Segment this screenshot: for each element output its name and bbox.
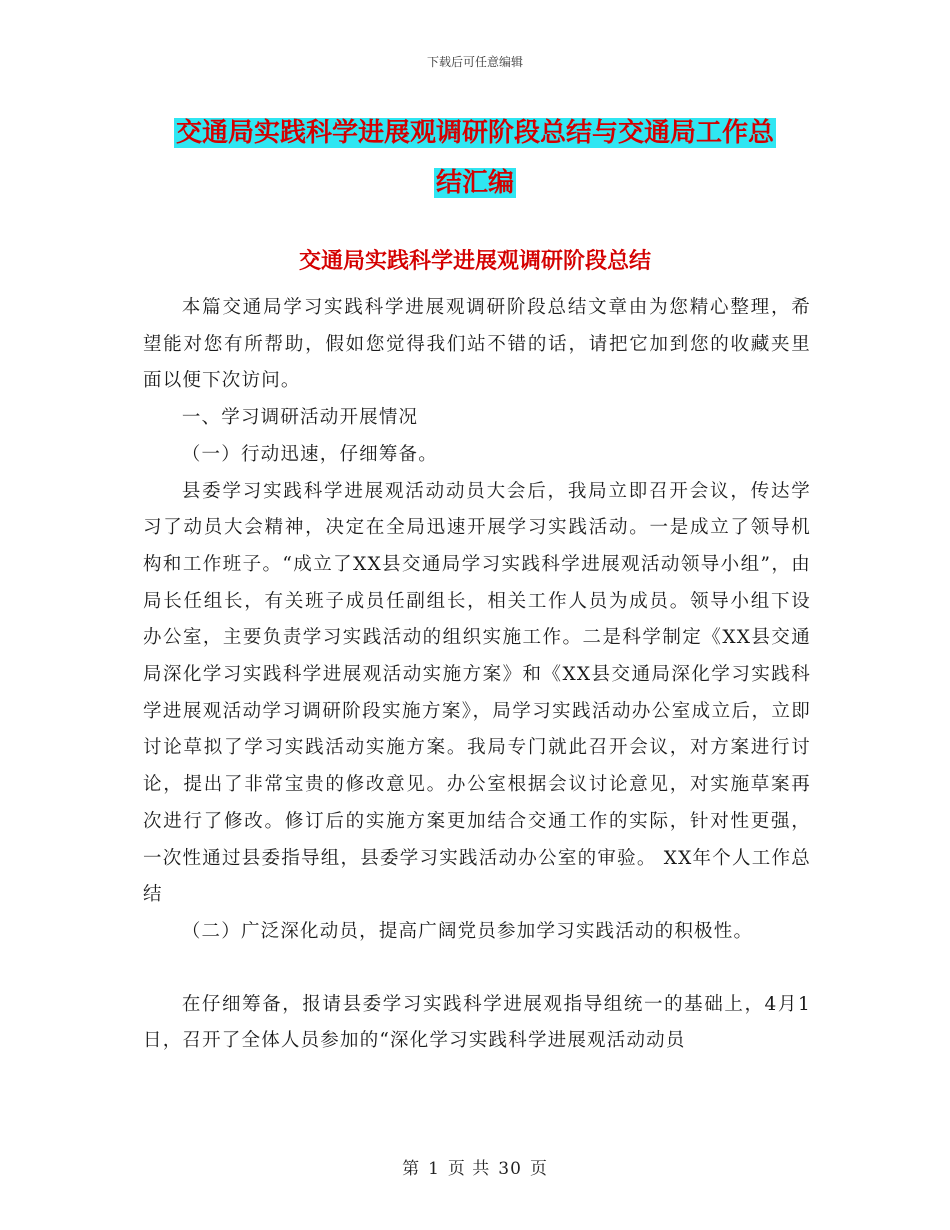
title-line-2: 结汇编 [435, 168, 514, 198]
heading-one: 一、学习调研活动开展情况 [181, 407, 419, 429]
footer-suffix: 页 [529, 1159, 548, 1179]
footer-prefix: 第 [402, 1159, 421, 1179]
document-body [143, 290, 811, 1060]
section-title: 交通局实践科学进展观调研阶段总结 [298, 249, 651, 274]
page-footer [0, 1154, 950, 1179]
document-title [140, 108, 810, 208]
title-line-1: 交通局实践科学进展观调研阶段总结与交通局工作总 [175, 118, 774, 148]
paragraph-preparation: 县委学习实践科学进展观活动动员大会后，我局立即召开会议，传达学习了动员大会精神，决定在全局迅速开展学习实践活动。一是成立了领导机构和工作班子。“成立了XX县交通局学习实践科学进展观活动领导小组”，由局长任组长，有关班子成员任副组长，相关工作人员为成员。领导小组下设办公室，主要负责学习实践活动的组织实施工作。二是科学制定《XX县交通局深化学习实践科学进展观活动实施方案》和《XX县交通局深化学习实践科学进展观活动学习调研阶段实施方案》，局学习实践活动办公室成立后，立即讨论草拟了学习实践活动实施方案。我局专门就此召开会议，对方案进行讨论，提出了非常宝贵的修改意见。办公室根据会议讨论意见，对实施草案再次进行了修改。修订后的实施方案更加结合交通工作的实际，针对性更强，一次性通过县委指导组，县委学习实践活动办公室的审验。 XX年个人工作总结 [143, 480, 811, 906]
paragraph-mobilization: 在仔细筹备，报请县委学习实践科学进展观指导组统一的基础上，4月1日，召开了全体人员参加的“深化学习实践科学进展观活动动员 [143, 993, 811, 1052]
subheading-two: （二）广泛深化动员，提高广阔党员参加学习实践活动的积极性。 [181, 920, 754, 942]
footer-middle: 页 共 [447, 1159, 491, 1179]
paragraph-intro: 本篇交通局学习实践科学进展观调研阶段总结文章由为您精心整理，希望能对您有所帮助，假如您觉得我们站不错的话，请把它加到您的收藏夹里面以便下次访问。 [143, 297, 811, 392]
subheading-one: （一）行动迅速，仔细筹备。 [181, 443, 438, 465]
page-total: 30 [498, 1159, 522, 1179]
header-note: 下载后可任意编辑 [426, 55, 523, 69]
page-number: 1 [428, 1159, 440, 1179]
